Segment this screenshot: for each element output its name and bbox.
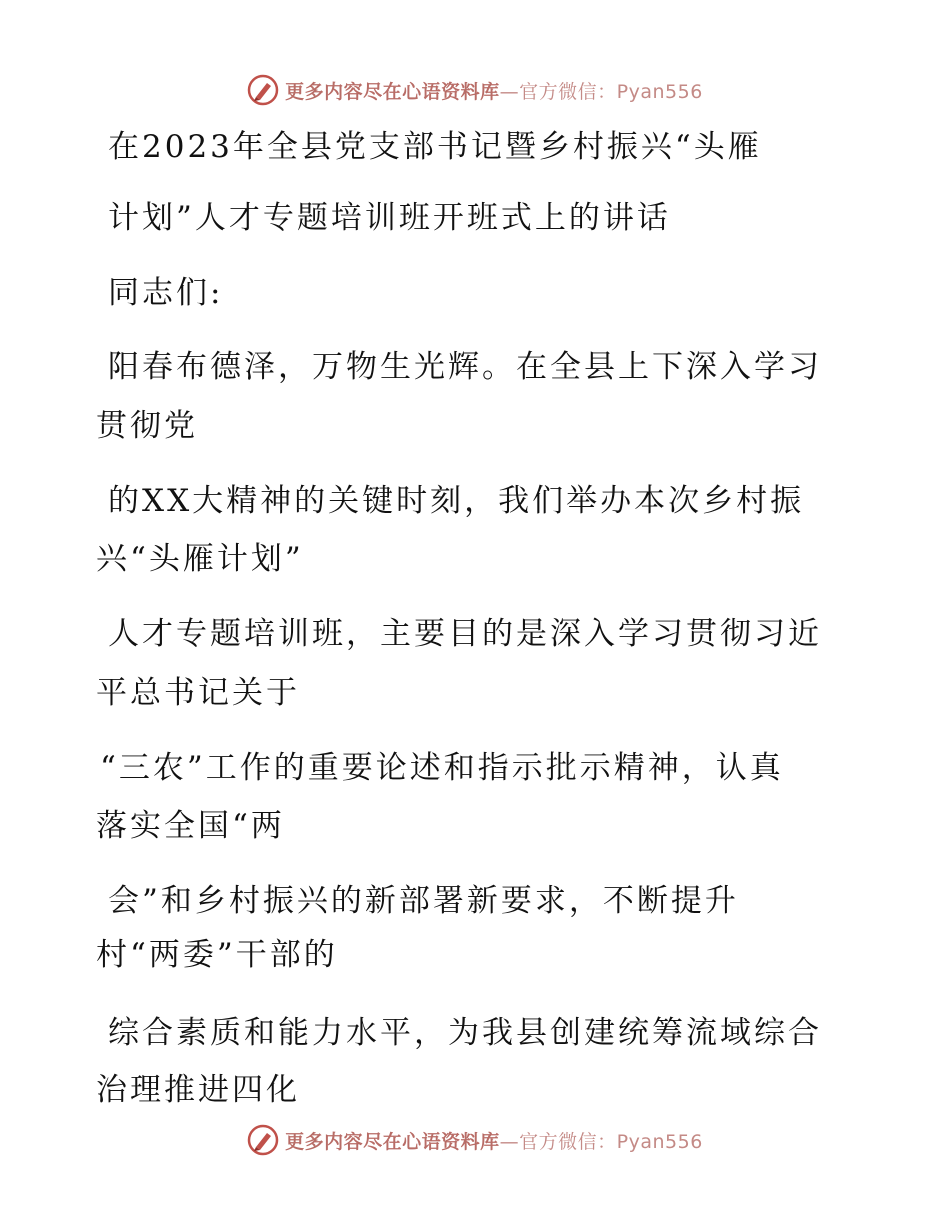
body-line: 贯彻党: [96, 408, 198, 444]
body-line: 村“两委”干部的: [96, 937, 338, 973]
body-line: 阳春布德泽，万物生光辉。在全县上下深入学习: [108, 349, 822, 385]
pen-logo-icon: [247, 1124, 279, 1156]
body-line: 治理推进四化: [96, 1072, 300, 1108]
footer-watermark: [0, 1120, 950, 1160]
watermark-wechat: 官方微信：Pyan556: [519, 80, 703, 103]
body-line: 落实全国“两: [96, 808, 285, 844]
body-line: “三农”工作的重要论述和指示批示精神，认真: [100, 750, 784, 786]
watermark-separator: —: [499, 80, 520, 103]
document-title-line-1: 在2023年全县党支部书记暨乡村振兴“头雁: [108, 129, 762, 165]
watermark-text: [285, 1127, 703, 1154]
body-line: 兴“头雁计划”: [96, 541, 304, 577]
watermark-site: 更多内容尽在心语资料库: [285, 1130, 500, 1153]
watermark-wechat: 官方微信：Pyan556: [519, 1130, 703, 1153]
salutation: 同志们:: [108, 275, 224, 311]
watermark-site: 更多内容尽在心语资料库: [285, 80, 500, 103]
watermark-separator: —: [499, 1130, 520, 1153]
document-title-line-2: 计划”人才专题培训班开班式上的讲话: [108, 200, 671, 236]
body-line: 人才专题培训班，主要目的是深入学习贯彻习近: [108, 616, 822, 652]
body-line: 会”和乡村振兴的新部署新要求，不断提升: [108, 883, 739, 919]
body-line: 综合素质和能力水平，为我县创建统筹流域综合: [108, 1015, 822, 1051]
body-line: 平总书记关于: [96, 675, 300, 711]
body-line: 的XX大精神的关键时刻，我们举办本次乡村振: [108, 483, 805, 519]
